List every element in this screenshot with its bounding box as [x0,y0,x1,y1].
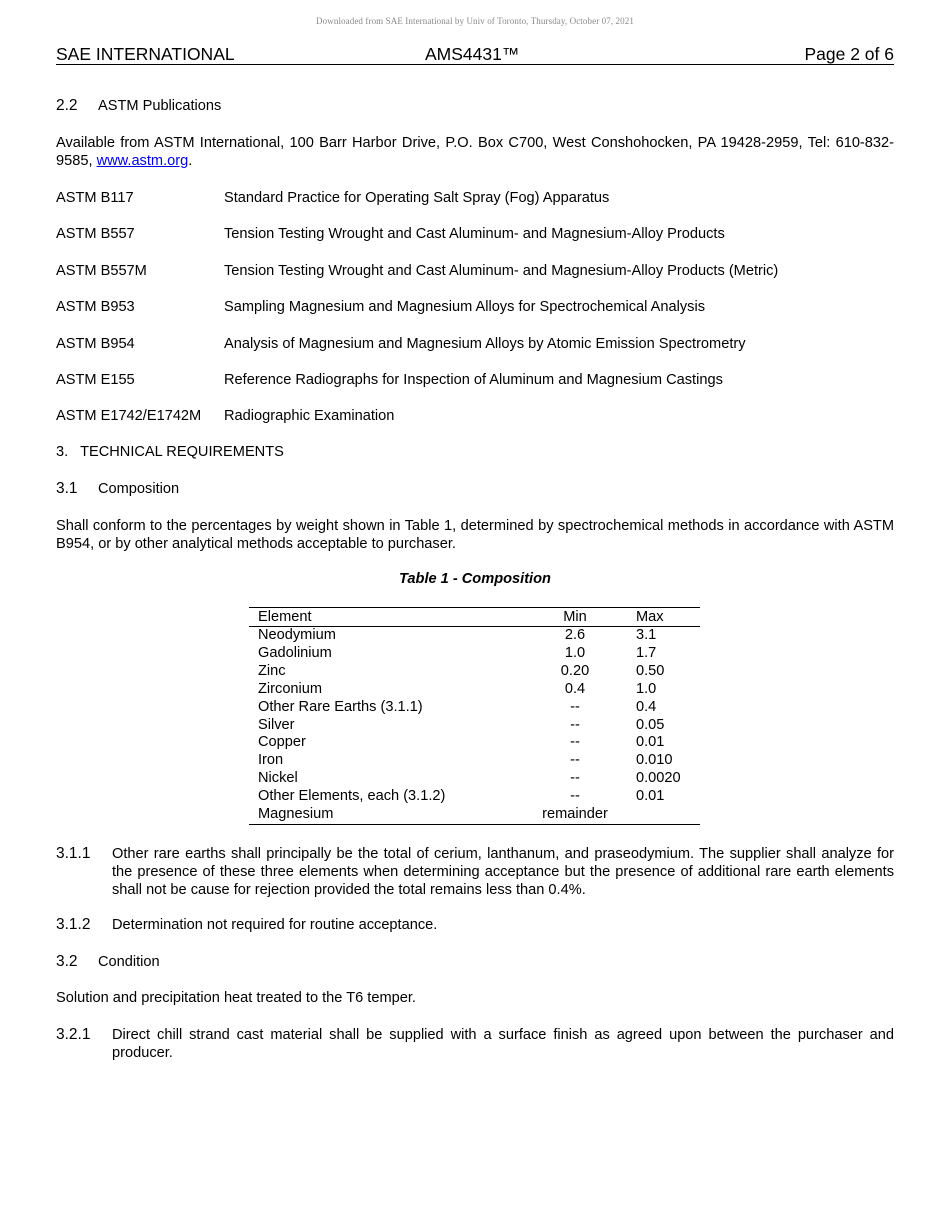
cell-max: 0.0020 [636,770,681,787]
cell-min: -- [570,716,580,733]
cell-max [628,806,700,824]
cell-max: 0.50 [636,662,665,679]
cell-min: 1.0 [564,644,586,661]
reference-code: ASTM E1742/E1742M [56,408,202,425]
cell-min: -- [570,734,580,751]
availability-suffix: . [188,153,193,169]
table-row [249,752,700,770]
section-title: Condition [98,954,160,970]
cell-element: Silver [258,716,295,733]
reference-title: Radiographic Examination [224,408,395,425]
reference-row [56,335,894,353]
table-row [249,699,700,717]
reference-code: ASTM B117 [56,190,134,206]
reference-code: ASTM B557M [56,262,147,279]
reference-row [56,407,894,425]
table-row [249,627,700,645]
table-1-caption: Table 1 - Composition [399,571,551,587]
reference-title: Tension Testing Wrought and Cast Aluminum- and Magnesium-Alloy Products (Metric) [224,262,779,279]
column-header-max: Max [628,608,700,627]
section-number: 3.2 [56,953,78,970]
reference-title: Sampling Magnesium and Magnesium Alloys for Spectrochemical Analysis [224,299,706,316]
cell-element: Zinc [258,662,286,679]
cell-min: 0.20 [560,662,590,679]
cell-max: 0.4 [636,698,657,715]
section-3-heading: 3. TECHNICAL REQUIREMENTS [56,444,284,460]
cell-max: 0.05 [636,716,665,733]
cell-element: Copper [258,734,306,751]
cell-min: -- [570,788,580,805]
download-watermark: Downloaded from SAE International by Univ of Toronto, Thursday, October 07, 2021 [316,16,634,26]
cell-element: Magnesium [249,806,522,824]
section-3-1-2-number: 3.1.2 [56,916,91,933]
cell-min: 2.6 [564,627,586,643]
section-number: 3.1 [56,480,78,497]
section-3-2-heading [56,953,160,971]
section-3-2-1-number: 3.2.1 [56,1026,91,1043]
cell-max: 0.01 [636,734,665,751]
section-3-1-1-text: Other rare earths shall principally be the total of cerium, lanthanum, and praseodymium. The supplier shall analyze for the presence of these three elements when determining acceptance but the presence of additional rare earth elements shall not be cause for rejection provided the total remains less than 0.4%. [112,846,894,898]
cell-min: remainder [522,806,628,824]
reference-code: ASTM B953 [56,299,135,316]
reference-code: ASTM B557 [56,226,135,243]
section-2-2-heading [56,97,222,115]
reference-title: Analysis of Magnesium and Magnesium Alloys by Atomic Emission Spectrometry [224,335,746,352]
header-publisher: SAE INTERNATIONAL [56,44,235,64]
condition-paragraph: Solution and precipitation heat treated to the T6 temper. [56,990,416,1006]
reference-row [56,225,894,243]
cell-max: 1.7 [636,644,657,661]
cell-min: -- [570,698,580,715]
cell-max: 1.0 [636,680,657,697]
reference-row [56,262,894,280]
astm-availability-paragraph [56,134,894,170]
reference-title: Tension Testing Wrought and Cast Aluminum- and Magnesium-Alloy Products [224,226,725,243]
cell-max: 0.01 [636,788,665,805]
table-row [249,734,700,752]
cell-min: 0.4 [564,680,586,697]
table-row [249,788,700,806]
astm-website-link[interactable]: www.astm.org [96,153,189,169]
section-title: ASTM Publications [98,98,222,114]
reference-row [56,298,894,316]
column-header-element: Element [249,608,522,627]
reference-row [56,371,894,389]
reference-code: ASTM B954 [56,335,135,352]
cell-element: Iron [258,752,284,769]
section-title: Composition [98,481,180,497]
table-header-row [249,608,700,627]
header-page-number: Page 2 of 6 [804,44,894,64]
composition-table [249,607,700,825]
header-doc-number: AMS4431™ [425,44,520,64]
reference-code: ASTM E155 [56,372,135,388]
section-3-2-1-text: Direct chill strand cast material shall be supplied with a surface finish as agreed upon between the purchaser and producer. [112,1027,894,1061]
table-row [249,806,700,824]
section-3-1-2-text: Determination not required for routine acceptance. [112,917,438,933]
table-row [249,663,700,681]
cell-min: -- [570,770,580,787]
cell-element: Zirconium [258,680,323,697]
column-header-min: Min [522,608,628,627]
composition-paragraph: Shall conform to the percentages by weight shown in Table 1, determined by spectrochemical methods in accordance with ASTM B954, or by other analytical methods acceptable to purchaser. [56,518,894,552]
table-row [249,645,700,663]
reference-title: Standard Practice for Operating Salt Spray (Fog) Apparatus [224,190,610,206]
cell-max: 0.010 [636,752,673,769]
page-header [56,44,894,65]
section-3-1-heading [56,480,180,498]
cell-element: Other Elements, each (3.1.2) [258,788,446,805]
cell-element: Other Rare Earths (3.1.1) [258,698,423,715]
section-number: 2.2 [56,97,78,114]
cell-max: 3.1 [636,627,657,643]
availability-text: Available from ASTM International, 100 Barr Harbor Drive, P.O. Box C700, West Conshohocken, PA 19428-2959, Tel: 610-832-9585, [56,135,894,169]
reference-title: Reference Radiographs for Inspection of Aluminum and Magnesium Castings [224,372,723,388]
table-row [249,717,700,735]
cell-element: Neodymium [258,627,336,643]
table-row [249,681,700,699]
cell-min: -- [570,752,580,769]
reference-row [56,189,894,207]
cell-element: Nickel [258,770,298,787]
table-row [249,770,700,788]
cell-element: Gadolinium [258,644,332,661]
section-3-1-1-number: 3.1.1 [56,845,91,862]
